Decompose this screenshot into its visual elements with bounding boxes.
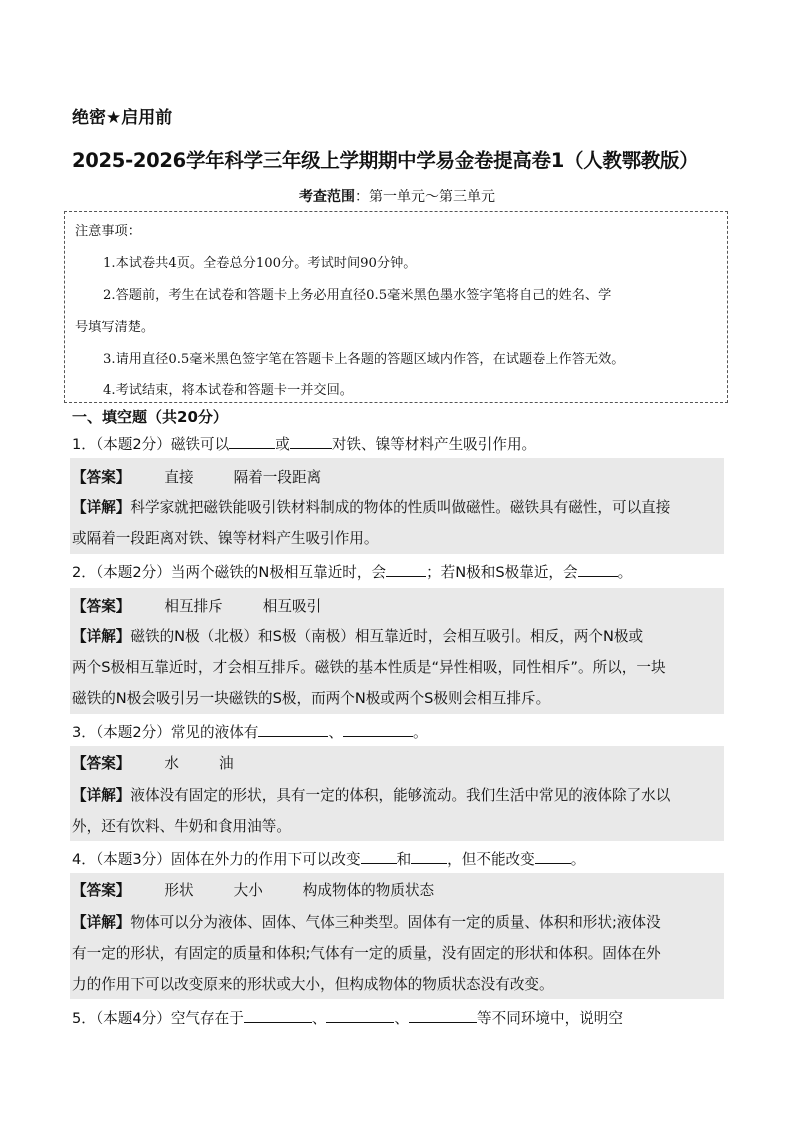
- notice-item: 号填写清楚。: [75, 320, 155, 335]
- answer-blank: [361, 849, 397, 864]
- scope-label: 考查范围: [299, 189, 355, 205]
- confidential-label: 绝密★启用前: [72, 108, 173, 128]
- answer-line: [72, 752, 724, 773]
- question-text: 。: [570, 851, 586, 868]
- answer-blank: [535, 849, 571, 864]
- detail-label: 【详解】: [72, 787, 131, 804]
- answer-label: 【答案】: [72, 598, 131, 615]
- answer-label: 【答案】: [72, 469, 131, 486]
- question-text: 对铁、镍等材料产生吸引作用。: [331, 436, 537, 453]
- detail-line: [72, 784, 724, 805]
- question-text: 。: [617, 564, 633, 581]
- exam-title: 2025-2026学年科学三年级上学期期中学易金卷提高卷1（人教鄂教版）: [72, 149, 699, 172]
- notice-item: 2.答题前，考生在试卷和答题卡上务必用直径0.5毫米黑色墨水签字笔将自己的姓名、学: [103, 288, 612, 303]
- question-text: 等不同环境中，说明空: [477, 1010, 623, 1027]
- question-text: 或: [275, 436, 290, 453]
- detail-line: [72, 625, 724, 646]
- notice-item: 3.请用直径0.5毫米黑色签字笔在答题卡上各题的答题区域内作答，在试题卷上作答无效。: [103, 352, 625, 367]
- detail-text: 物体可以分为液体、固体、气体三种类型。固体有一定的质量、体积和形状;液体没: [130, 914, 661, 931]
- question-text: 5．（本题4分）空气存在于: [72, 1010, 244, 1027]
- question-1: [72, 433, 724, 454]
- detail-line: 有一定的形状，有固定的质量和体积;气体有一定的质量，没有固定的形状和体积。固体在外: [72, 945, 661, 962]
- question-3: [72, 721, 724, 742]
- answer-blank: [229, 434, 275, 449]
- question-text: 3．（本题2分）常见的液体有: [72, 724, 259, 741]
- answer-value: 大小: [233, 882, 263, 899]
- answer-value: 直接: [164, 469, 194, 486]
- answer-value: 油: [219, 755, 234, 772]
- detail-line: [72, 496, 724, 517]
- answer-value: 构成物体的物质状态: [302, 882, 435, 899]
- question-4: [72, 848, 724, 869]
- detail-line: 或隔着一段距离对铁、镍等材料产生吸引作用。: [72, 530, 379, 547]
- question-text: 、: [328, 724, 344, 741]
- question-text: 、: [394, 1010, 410, 1027]
- detail-label: 【详解】: [72, 628, 131, 645]
- answer-blank: [258, 722, 328, 737]
- detail-label: 【详解】: [72, 914, 131, 931]
- answer-value: 隔着一段距离: [233, 469, 322, 486]
- question-text: 和: [396, 851, 412, 868]
- detail-line: 外，还有饮料、牛奶和食用油等。: [72, 818, 291, 835]
- question-text: 2．（本题2分）当两个磁铁的N极相互靠近时，会: [72, 564, 387, 581]
- detail-text: 液体没有固定的形状，具有一定的体积，能够流动。我们生活中常见的液体除了水以: [130, 787, 671, 804]
- section-title: 一、填空题（共20分）: [72, 408, 228, 426]
- answer-blank: [244, 1008, 312, 1023]
- answer-value: 形状: [164, 882, 194, 899]
- answer-blank: [326, 1008, 394, 1023]
- question-text: ，但不能改变: [447, 851, 535, 868]
- question-text: 。: [413, 724, 428, 741]
- answer-blank: [578, 562, 618, 577]
- detail-line: 磁铁的N极会吸引另一块磁铁的S极，而两个N极或两个S极则会相互排斥。: [72, 690, 551, 707]
- answer-line: [72, 595, 724, 616]
- answer-line: [72, 879, 724, 900]
- notice-item: 1.本试卷共4页。全卷总分100分。考试时间90分钟。: [103, 256, 417, 271]
- question-text: 4．（本题3分）固体在外力的作用下可以改变: [72, 851, 361, 868]
- question-text: 1．（本题2分）磁铁可以: [72, 436, 230, 453]
- answer-blank: [343, 722, 413, 737]
- detail-label: 【详解】: [72, 499, 131, 516]
- notice-box: [64, 211, 728, 403]
- question-2: [72, 561, 724, 582]
- scope-value: ：第一单元～第三单元: [355, 189, 495, 205]
- answer-value: 相互排斥: [164, 598, 223, 615]
- question-text: ；若N极和S极靠近，会: [426, 564, 578, 581]
- question-5: [72, 1007, 724, 1028]
- answer-label: 【答案】: [72, 755, 131, 772]
- detail-text: 科学家就把磁铁能吸引铁材料制成的物体的性质叫做磁性。磁铁具有磁性，可以直接: [130, 499, 671, 516]
- detail-line: [72, 911, 724, 932]
- answer-blank: [411, 849, 447, 864]
- answer-line: [72, 466, 724, 487]
- detail-text: 磁铁的N极（北极）和S极（南极）相互靠近时，会相互吸引。相反，两个N极或: [130, 628, 644, 645]
- answer-value: 相互吸引: [262, 598, 322, 615]
- detail-line: 力的作用下可以改变原来的形状或大小，但构成物体的物质状态没有改变。: [72, 976, 554, 993]
- answer-blank: [290, 434, 332, 449]
- answer-blank: [409, 1008, 477, 1023]
- exam-scope: [0, 186, 794, 206]
- answer-label: 【答案】: [72, 882, 131, 899]
- question-text: 、: [311, 1010, 327, 1027]
- notice-heading: 注意事项：: [75, 224, 141, 239]
- notice-item: 4.考试结束，将本试卷和答题卡一并交回。: [103, 383, 353, 398]
- answer-value: 水: [164, 755, 179, 772]
- detail-line: 两个S极相互靠近时，才会相互排斥。磁铁的基本性质是“异性相吸，同性相斥”。所以，一块: [72, 659, 666, 676]
- answer-blank: [386, 562, 426, 577]
